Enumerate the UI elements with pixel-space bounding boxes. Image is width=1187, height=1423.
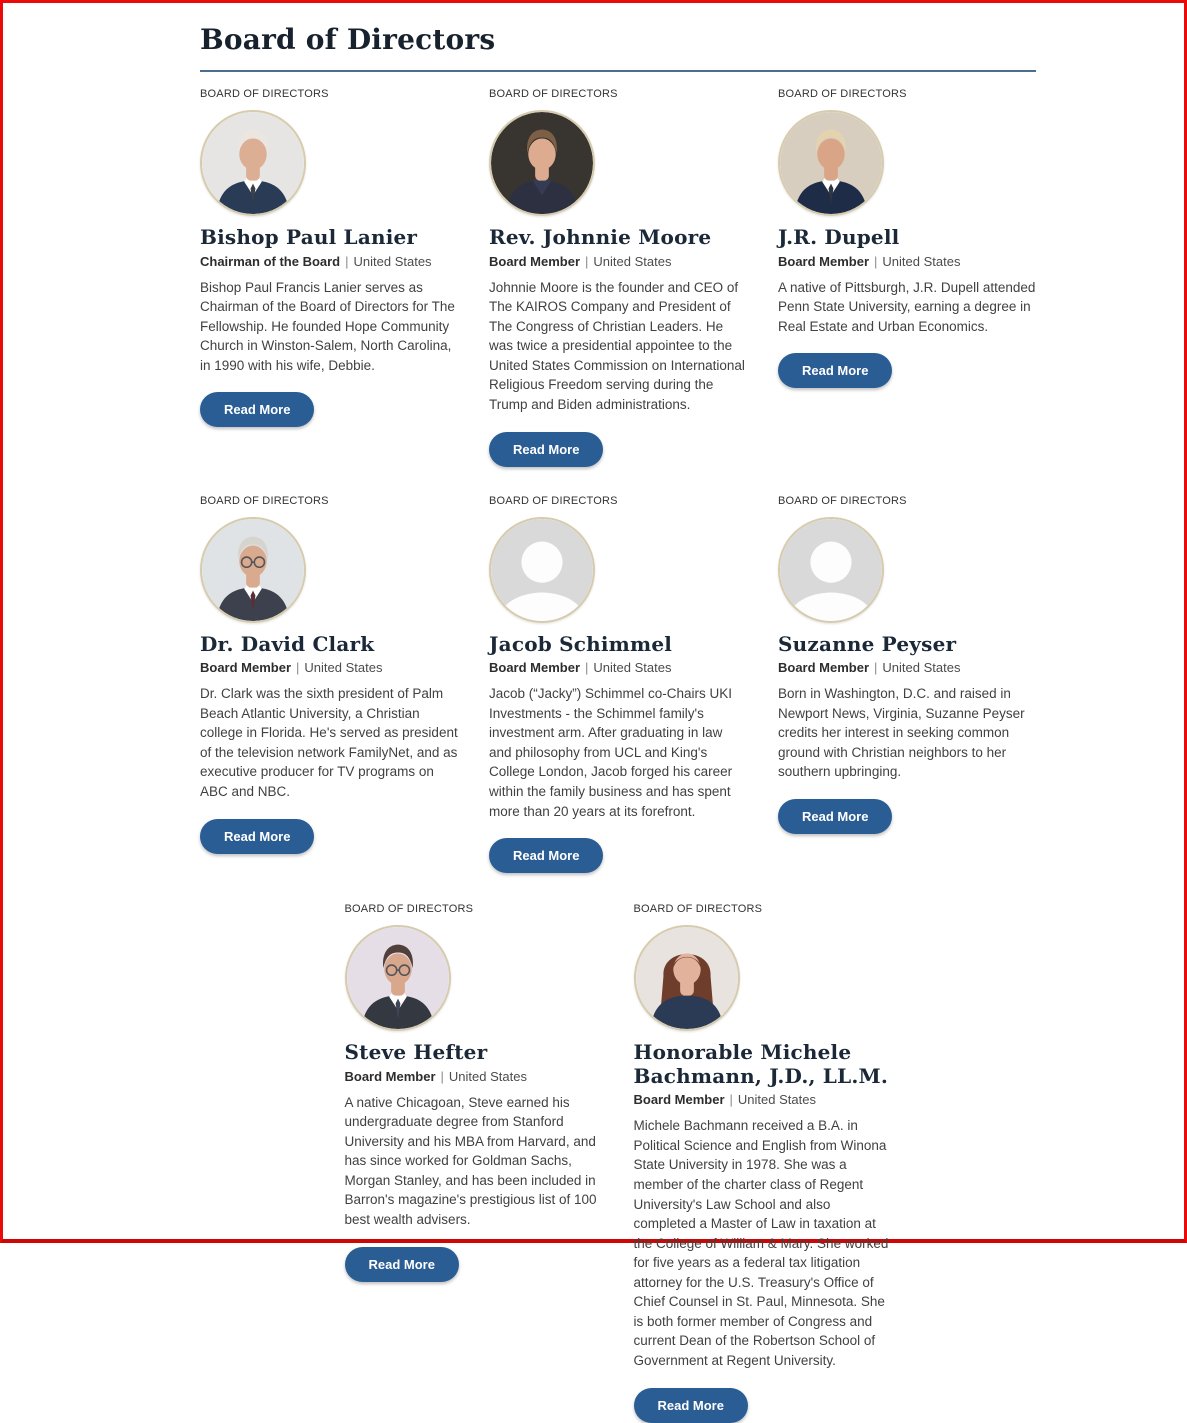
read-more-button[interactable]: Read More [778, 353, 892, 388]
meta-separator: | [296, 660, 300, 676]
section-label: BOARD OF DIRECTORS [200, 88, 329, 100]
member-bio: Born in Washington, D.C. and raised in Newport News, Virginia, Suzanne Peyser credits her interest in seeking common ground with Christian neighbors to her southern upbringing. [778, 686, 1025, 780]
member-location: United States [593, 253, 672, 269]
section-label: BOARD OF DIRECTORS [778, 494, 907, 507]
member-card [778, 495, 1036, 834]
member-meta [489, 254, 747, 269]
member-name: Rev. Johnnie Moore [489, 225, 712, 249]
member-name: J.R. Dupell [778, 225, 900, 249]
meta-separator: | [874, 660, 878, 676]
member-location: United States [882, 660, 961, 676]
read-more-button[interactable]: Read More [200, 819, 314, 854]
member-role: Board Member [633, 1092, 725, 1108]
section-label: BOARD OF DIRECTORS [200, 494, 329, 507]
read-more-button[interactable]: Read More [489, 432, 603, 467]
meta-separator: | [440, 1068, 444, 1084]
member-card [200, 88, 458, 427]
read-more-button[interactable]: Read More [489, 838, 603, 873]
member-bio: Bishop Paul Francis Lanier serves as Chairman of the Board of Directors for The Fellowship. He founded Hope Community Church in Winston-Salem, North Carolina, in 1990 with his wife, Debbie. [200, 279, 455, 373]
member-meta [200, 660, 458, 675]
member-card [778, 88, 1036, 388]
member-role: Chairman of the Board [200, 253, 341, 269]
placeholder-avatar [778, 517, 884, 623]
members-grid [200, 88, 1036, 873]
member-location: United States [353, 253, 432, 269]
member-photo [200, 110, 306, 216]
member-bio: Dr. Clark was the sixth president of Palm Beach Atlantic University, a Christian college in Florida. He's served as president of the television network FamilyNet, and as executive producer for TV programs on ABC and NBC. [200, 686, 458, 799]
member-role: Board Member [344, 1068, 436, 1084]
meta-separator: | [345, 253, 349, 269]
member-location: United States [737, 1092, 816, 1108]
read-more-button[interactable]: Read More [200, 392, 314, 427]
member-bio: A native Chicagoan, Steve earned his undergraduate degree from Stanford University and his MBA from Harvard, and has since worked for Goldman Sachs, Morgan Stanley, and has been included in Barron's magazine's prestigious list of 100 best wealth advisers. [344, 1094, 597, 1228]
members-grid-bottom-row [200, 903, 1036, 1423]
member-role: Board Member [778, 253, 870, 269]
member-meta [489, 660, 747, 675]
member-card [634, 903, 892, 1423]
member-location: United States [882, 253, 961, 269]
member-photo [489, 110, 595, 216]
read-more-button[interactable]: Read More [345, 1247, 459, 1282]
member-card [345, 903, 603, 1282]
meta-separator: | [585, 253, 589, 269]
member-name: Honorable Michele Bachmann, J.D., LL.M. [633, 1040, 888, 1088]
member-meta [634, 1092, 892, 1107]
read-more-button[interactable]: Read More [634, 1388, 748, 1423]
member-card [200, 495, 458, 854]
member-meta [778, 254, 1036, 269]
board-of-directors-section [200, 3, 1036, 1423]
member-name: Steve Hefter [344, 1040, 488, 1065]
member-bio: A native of Pittsburgh, J.R. Dupell attended Penn State University, earning a degree in Real Estate and Urban Economics. [778, 279, 1036, 334]
member-bio: Michele Bachmann received a B.A. in Political Science and English from Winona State University in 1978. She was a member of the charter class of Regent University's Law School and also completed a Master of Law in taxation at the College of William & Mary. She worked for five years as a federal tax litigation attorney for the U.S. Treasury's Office of Chief Counsel in St. Paul, Minnesota. She is both former member of Congress and current Dean of the Robertson School of Government at Regent University. [633, 1118, 889, 1368]
member-meta [778, 660, 1036, 675]
member-photo [634, 925, 740, 1031]
member-role: Board Member [489, 253, 581, 269]
member-photo [345, 925, 451, 1031]
page-title: Board of Directors [200, 23, 496, 56]
section-label: BOARD OF DIRECTORS [489, 88, 618, 100]
section-label: BOARD OF DIRECTORS [633, 903, 763, 916]
member-meta [200, 254, 458, 269]
member-name: Dr. David Clark [200, 631, 375, 656]
section-label: BOARD OF DIRECTORS [778, 88, 907, 100]
meta-separator: | [585, 660, 589, 676]
member-meta [345, 1069, 603, 1084]
member-location: United States [448, 1068, 527, 1084]
meta-separator: | [874, 253, 878, 269]
section-label: BOARD OF DIRECTORS [344, 903, 474, 916]
member-photo [200, 517, 306, 623]
placeholder-avatar [489, 517, 595, 623]
member-bio: Johnnie Moore is the founder and CEO of The KAIROS Company and President of The Congress of Christian Leaders. He was twice a presidential appointee to the United States Commission on International Religious Freedom serving during the Trump and Biden administrations. [489, 279, 745, 412]
member-name: Bishop Paul Lanier [200, 225, 418, 249]
member-card [489, 88, 747, 467]
member-role: Board Member [778, 660, 870, 676]
read-more-button[interactable]: Read More [778, 799, 892, 834]
member-bio: Jacob (“Jacky”) Schimmel co-Chairs UKI Investments - the Schimmel family's investment arm. After graduating in law and philosophy from UCL and King's College London, Jacob forged his career within the family business and has spent more than 20 years at its forefront. [489, 686, 733, 819]
member-photo [778, 110, 884, 216]
member-role: Board Member [489, 660, 581, 676]
meta-separator: | [729, 1092, 733, 1108]
member-location: United States [593, 660, 672, 676]
member-name: Suzanne Peyser [778, 631, 957, 656]
title-divider [200, 70, 1036, 72]
member-card [489, 495, 747, 874]
member-location: United States [304, 660, 383, 676]
member-role: Board Member [200, 660, 292, 676]
member-name: Jacob Schimmel [489, 631, 673, 656]
section-label: BOARD OF DIRECTORS [489, 494, 618, 507]
